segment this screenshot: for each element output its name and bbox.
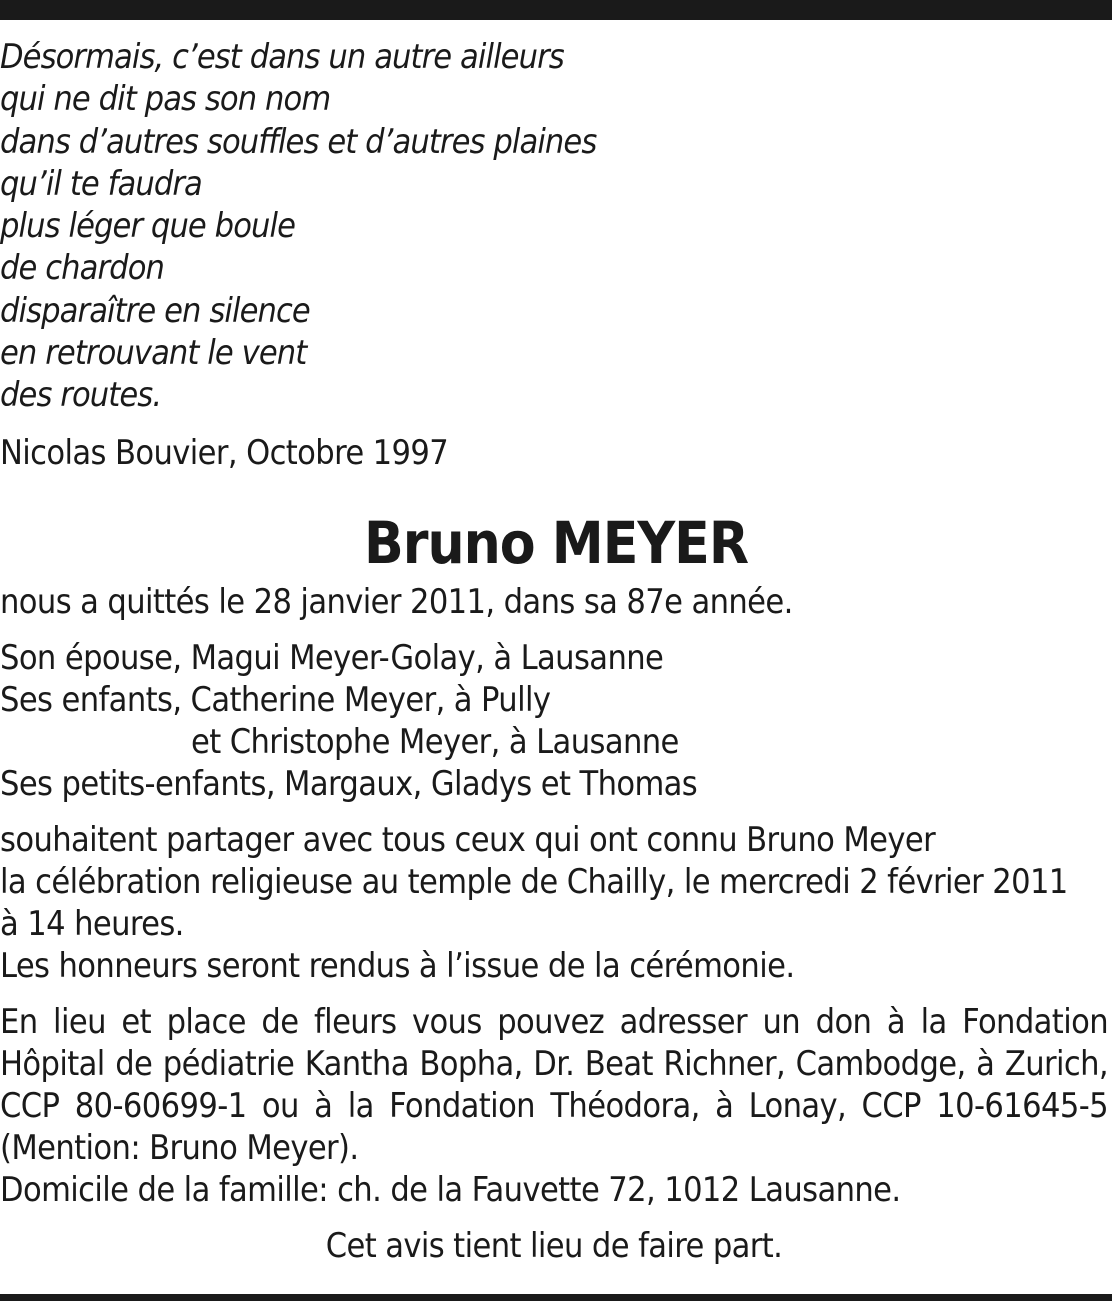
poem-line: plus léger que boule: [0, 206, 296, 247]
family-spouse: Son épouse, Magui Meyer-Golay, à Lausanne: [0, 637, 664, 678]
ceremony-line: souhaitent partager avec tous ceux qui ont connu Bruno Meyer: [0, 819, 936, 860]
donation-line: (Mention: Bruno Meyer).: [0, 1127, 359, 1168]
donation-line: Hôpital de pédiatrie Kantha Bopha, Dr. Beat Richner, Cambodge, à Zurich,: [0, 1043, 1108, 1084]
poem-line: de chardon: [0, 248, 165, 289]
poem-line: Désormais, c’est dans un autre ailleurs: [0, 37, 564, 77]
donation-line: En lieu et place de fleurs vous pouvez adresser un don à la Fondation: [0, 1001, 1108, 1042]
closing-note: Cet avis tient lieu de faire part.: [325, 1225, 783, 1266]
departure-statement: [0, 581, 1108, 623]
poem: [0, 36, 1108, 417]
poem-line: des routes.: [0, 375, 162, 416]
family-address: Domicile de la famille: ch. de la Fauvette 72, 1012 Lausanne.: [0, 1169, 901, 1210]
family-grandchildren: Ses petits-enfants, Margaux, Gladys et Thomas: [0, 763, 698, 804]
poem-line: qui ne dit pas son nom: [0, 79, 331, 120]
obituary-notice: [0, 36, 1108, 1267]
poem-line: disparaître en silence: [0, 290, 310, 331]
donation-line: CCP 80-60699-1 ou à la Fondation Théodora, à Lonay, CCP 10-61645-5: [0, 1085, 1108, 1126]
family-list: [0, 637, 1108, 805]
poem-attribution: Nicolas Bouvier, Octobre 1997: [0, 432, 449, 473]
ceremony-line: Les honneurs seront rendus à l’issue de la cérémonie.: [0, 945, 795, 986]
poem-line: qu’il te faudra: [0, 163, 202, 204]
family-children: Ses enfants, Catherine Meyer, à Pully: [0, 679, 551, 720]
top-border-rule: [0, 0, 1112, 20]
poem-line: dans d’autres souffles et d’autres plaines: [0, 121, 597, 162]
departure-line: nous a quittés le 28 janvier 2011, dans sa 87e année.: [0, 581, 793, 622]
donations-paragraph: [0, 1001, 1108, 1211]
ceremony-paragraph: [0, 819, 1108, 987]
ceremony-line: la célébration religieuse au temple de Chailly, le mercredi 2 février 2011: [0, 861, 1068, 902]
deceased-name: Bruno MEYER: [363, 508, 749, 577]
ceremony-line: à 14 heures.: [0, 903, 184, 944]
poem-line: en retrouvant le vent: [0, 333, 307, 374]
bottom-border-rule: [0, 1294, 1112, 1301]
family-children-continued: et Christophe Meyer, à Lausanne: [191, 721, 679, 762]
